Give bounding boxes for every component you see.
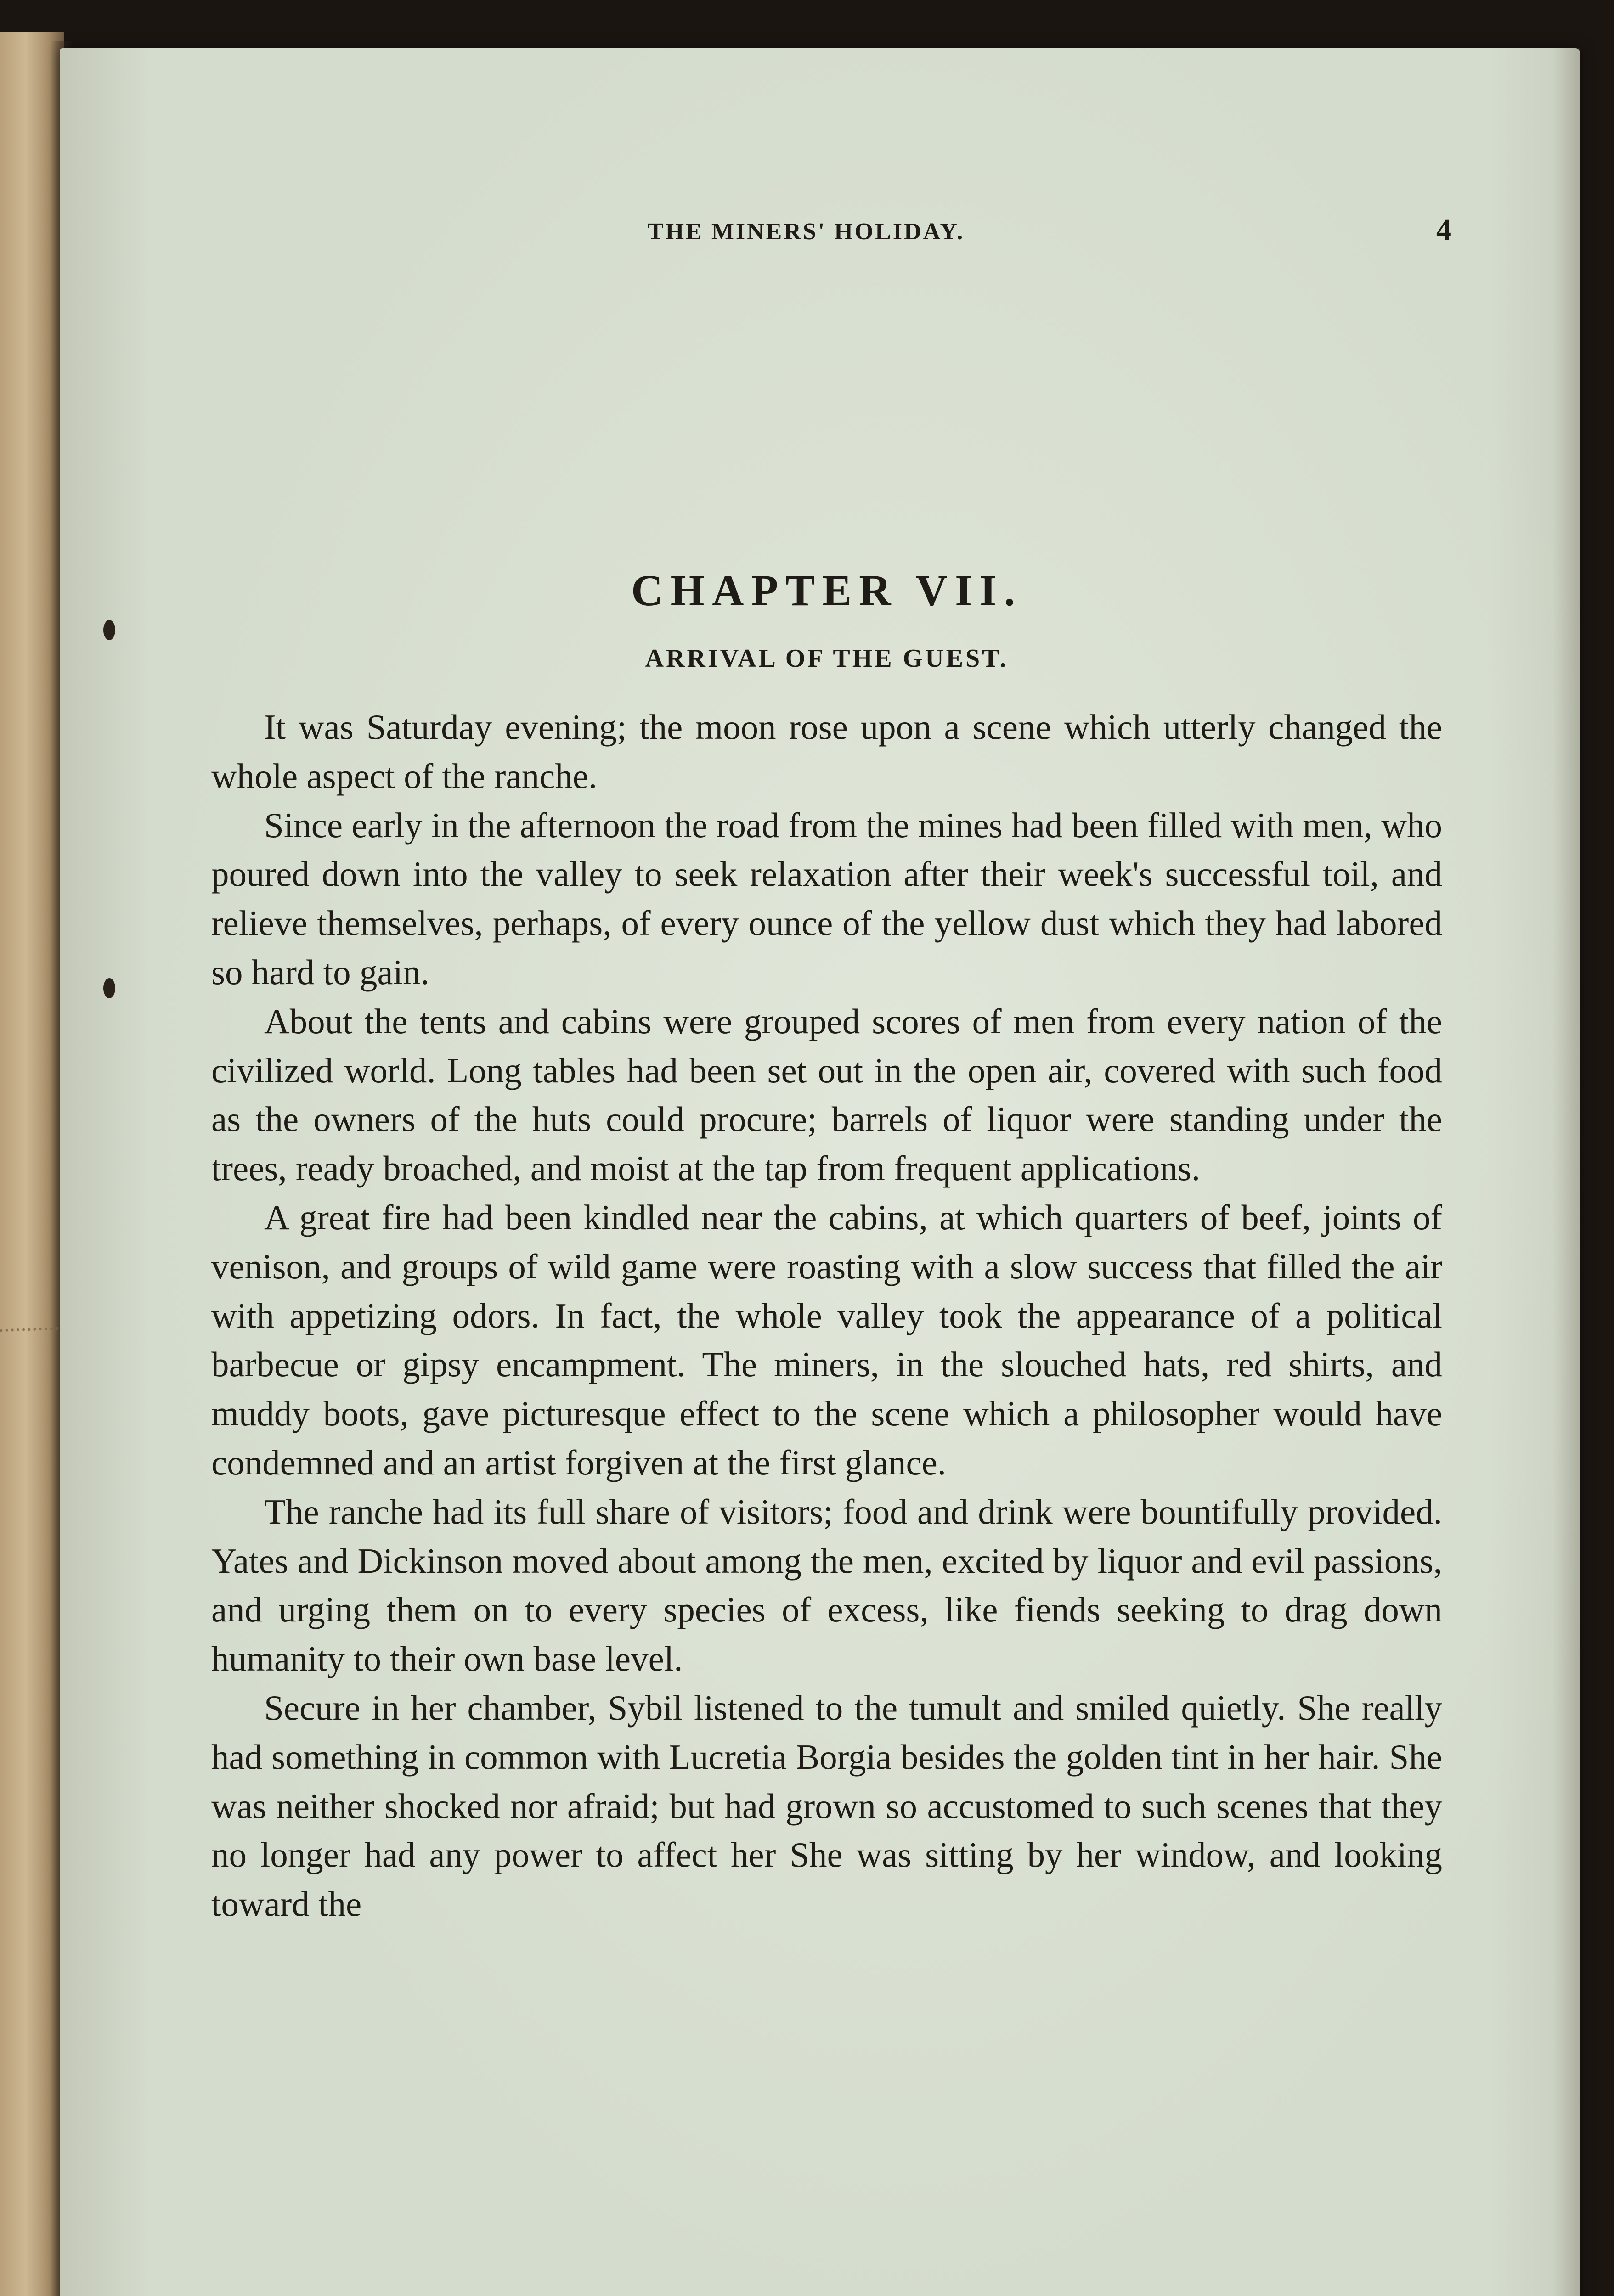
- running-title: THE MINERS' HOLIDAY.: [648, 219, 965, 245]
- body-text: [211, 703, 1442, 1929]
- paragraph: Secure in her chamber, Sybil listened to the tumult and smiled quietly. She really had something in common with Lucretia Borgia besides the golden tint in her hair. She was neither shocked nor afraid; but had grown so accustomed to such scenes that they no longer had any power to affect her She was sitting by her window, and looking toward the: [211, 1688, 1442, 1924]
- paragraph: It was Saturday evening; the moon rose upon a scene which utterly changed the whole aspect of the ranche.: [211, 707, 1442, 796]
- binding-hole: [103, 620, 115, 640]
- running-head: [211, 209, 1451, 250]
- chapter-subtitle: ARRIVAL OF THE GUEST.: [645, 644, 1009, 673]
- paragraph: Since early in the afternoon the road from the mines had been filled with men, who poured down into the valley to seek relaxation after their week's successful toil, and relieve themselves, perhaps, of every ounce of the yellow dust which they had labored so hard to gain.: [211, 805, 1442, 992]
- paragraph: The ranche had its full share of visitors; food and drink were bountifully provided. Yates and Dickinson moved about among the men, excited by liquor and evil passions, and urging them on to every species of excess, like fiends seeking to drag down humanity to their own base level.: [211, 1491, 1442, 1679]
- paragraph: A great fire had been kindled near the cabins, at which quarters of beef, joints of venison, and groups of wild game were roasting with a slow success that filled the air with appetizing odors. In fact, the whole valley took the appearance of a political barbecue or gipsy encampment. The miners, in the slouched hats, red shirts, and muddy boots, gave picturesque effect to the scene which a philosopher would have condemned and an artist forgiven at the first glance.: [211, 1197, 1442, 1482]
- paragraph: About the tents and cabins were grouped scores of men from every nation of the civilized world. Long tables had been set out in the open air, covered with such food as the owners of the huts could procure; barrels of liquor were standing under the trees, ready broached, and moist at the tap from frequent applications.: [211, 1001, 1442, 1188]
- chapter-title: CHAPTER VII.: [631, 566, 1022, 615]
- book-page: [60, 48, 1580, 2296]
- binding-hole: [103, 978, 115, 998]
- page-number: 4: [1436, 213, 1451, 247]
- page-edge-shadow: [1552, 48, 1580, 2296]
